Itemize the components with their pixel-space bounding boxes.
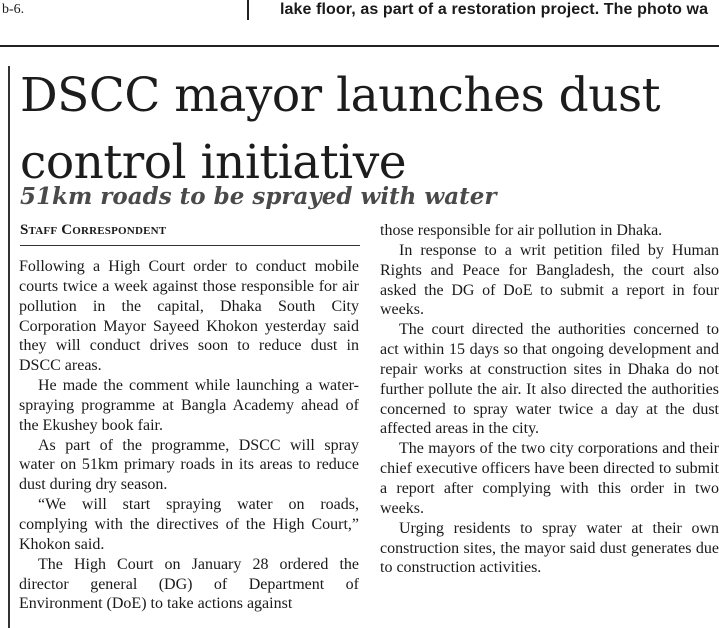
subheadline: 51km roads to be sprayed with water [20, 183, 497, 210]
photo-caption-fragment: lake floor, as part of a restoration project. The photo wa [280, 1, 709, 18]
paragraph: “We will start spraying water on roads, complying with the directives of the High Court,” Khokon said. [19, 496, 359, 553]
top-strip [0, 0, 719, 22]
article-column-left [19, 257, 359, 614]
paragraph: those responsible for air pollution in Dhaka. [380, 222, 663, 239]
paragraph: As part of the programme, DSCC will spray water on 51km primary roads in its areas to reduce dust during dry season. [19, 436, 359, 494]
headline-line-2: control initiative [20, 135, 407, 190]
headline-line-1: DSCC mayor launches dust [20, 68, 661, 123]
section-rule [0, 45, 719, 47]
paragraph: Urging residents to spray water at their own construction sites, the mayor said dust generates due to construction activities. [380, 519, 719, 577]
article-column-right [380, 221, 719, 578]
byline-rule [20, 245, 360, 246]
paragraph: Following a High Court order to conduct mobile courts twice a week against those responsible for air pollution in the capital, Dhaka South City Corporation Mayor Sayeed Khokon yesterday said they will conduct drives soon to reduce dust in DSCC areas. [19, 258, 359, 375]
column-divider [247, 0, 249, 20]
paragraph: The High Court on January 28 ordered the director general (DG) of Department of Environment (DoE) to take actions against [19, 555, 359, 613]
paragraph: The mayors of the two city corporations and their chief executive officers have been directed to submit a report after complying with this order in two weeks. [380, 440, 719, 517]
paragraph: He made the comment while launching a water-spraying programme at Bangla Academy ahead of the Ekushey book fair. [19, 377, 359, 434]
byline [20, 222, 166, 239]
article-border [8, 66, 10, 628]
paragraph: In response to a writ petition filed by Human Rights and Peace for Bangladesh, the court also asked the DG of DoE to submit a report in four weeks. [380, 241, 719, 319]
byline-text: Staff Correspondent [20, 222, 167, 238]
headline [20, 62, 660, 196]
previous-article-fragment: b-6. [2, 2, 25, 17]
paragraph: The court directed the authorities concerned to act within 15 days so that ongoing development and repair works at construction sites in Dhaka do not further pollute the air. It also directed the authorities concerned to spray water twice a day at the dust affected areas in the city. [380, 321, 719, 438]
